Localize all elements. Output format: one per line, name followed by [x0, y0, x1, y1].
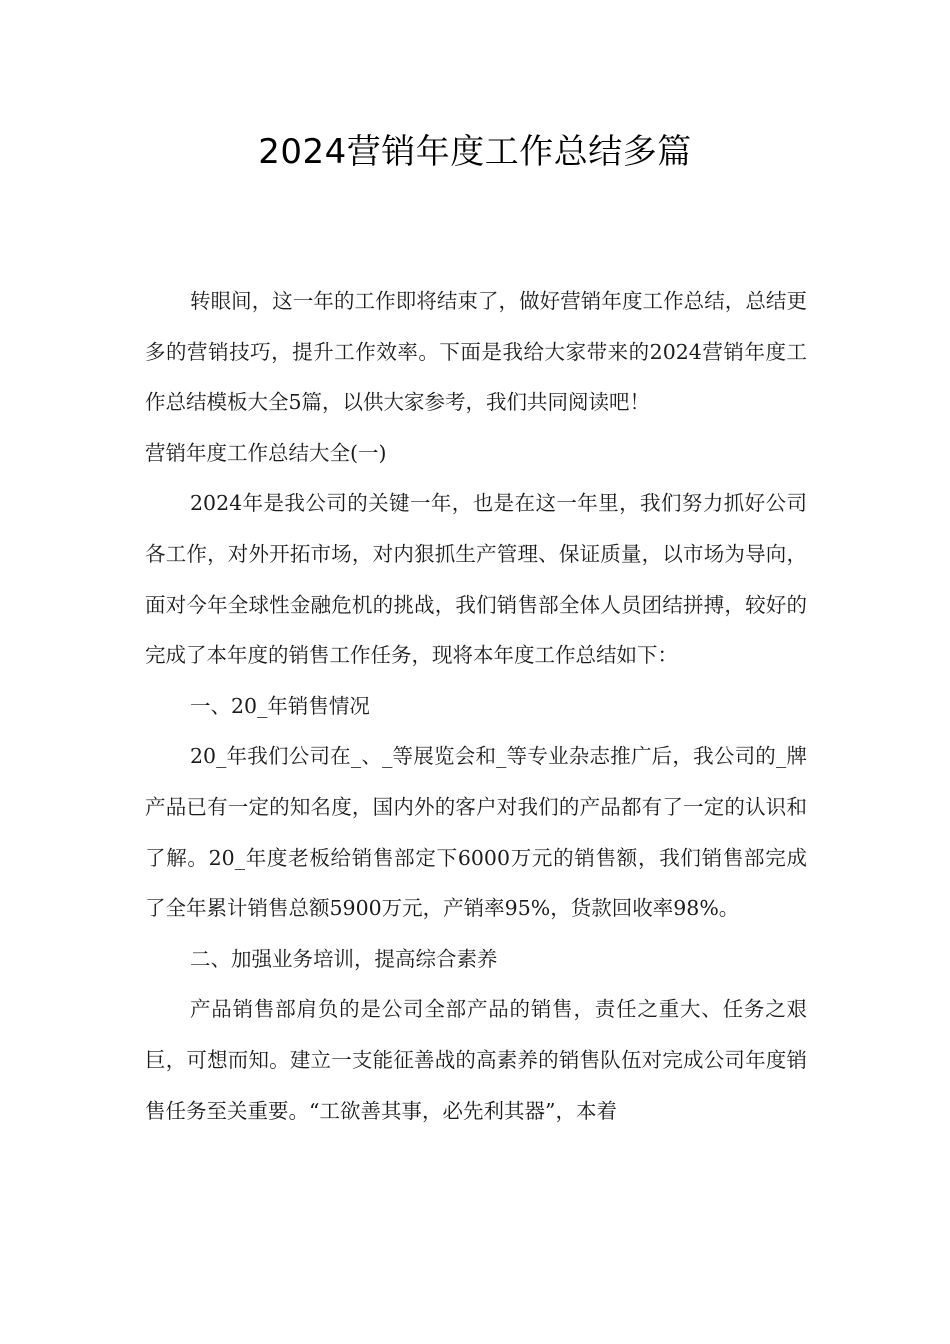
paragraph-year-overview: 2024年是我公司的关键一年，也是在这一年里，我们努力抓好公司各工作，对外开拓市场，对内狠抓生产管理、保证质量，以市场为导向，面对今年全球性金融危机的挑战，我们销售部全体人员团结拼搏，较好的完成了本年度的销售工作任务，现将本年度工作总结如下：: [145, 491, 807, 668]
section-heading-training: 二、加强业务培训，提高综合素养: [190, 946, 498, 971]
paragraph-sales-results: 20_年我们公司在_、_等展览会和_等专业杂志推广后，我公司的_牌产品已有一定的知名度，国内外的客户对我们的产品都有了一定的认识和了解。20_年度老板给销售部定下6000万元的销售额，我们销售部完成了全年累计销售总额5900万元，产销率95%，货款回收率98%。: [145, 744, 807, 921]
document-body: [145, 276, 807, 1136]
section-heading-part-one: 营销年度工作总结大全(一): [145, 440, 387, 465]
document-title: 2024营销年度工作总结多篇: [258, 132, 692, 172]
paragraph-intro: 转眼间，这一年的工作即将结束了，做好营销年度工作总结，总结更多的营销技巧，提升工作效率。下面是我给大家带来的2024营销年度工作总结模板大全5篇，以供大家参考，我们共同阅读吧！: [145, 289, 807, 415]
section-heading-sales-situation: 一、20_年销售情况: [190, 693, 370, 718]
paragraph-training: 产品销售部肩负的是公司全部产品的销售，责任之重大、任务之艰巨，可想而知。建立一支能征善战的高素养的销售队伍对完成公司年度销售任务至关重要。“工欲善其事，必先利其器”，本着: [145, 997, 807, 1123]
